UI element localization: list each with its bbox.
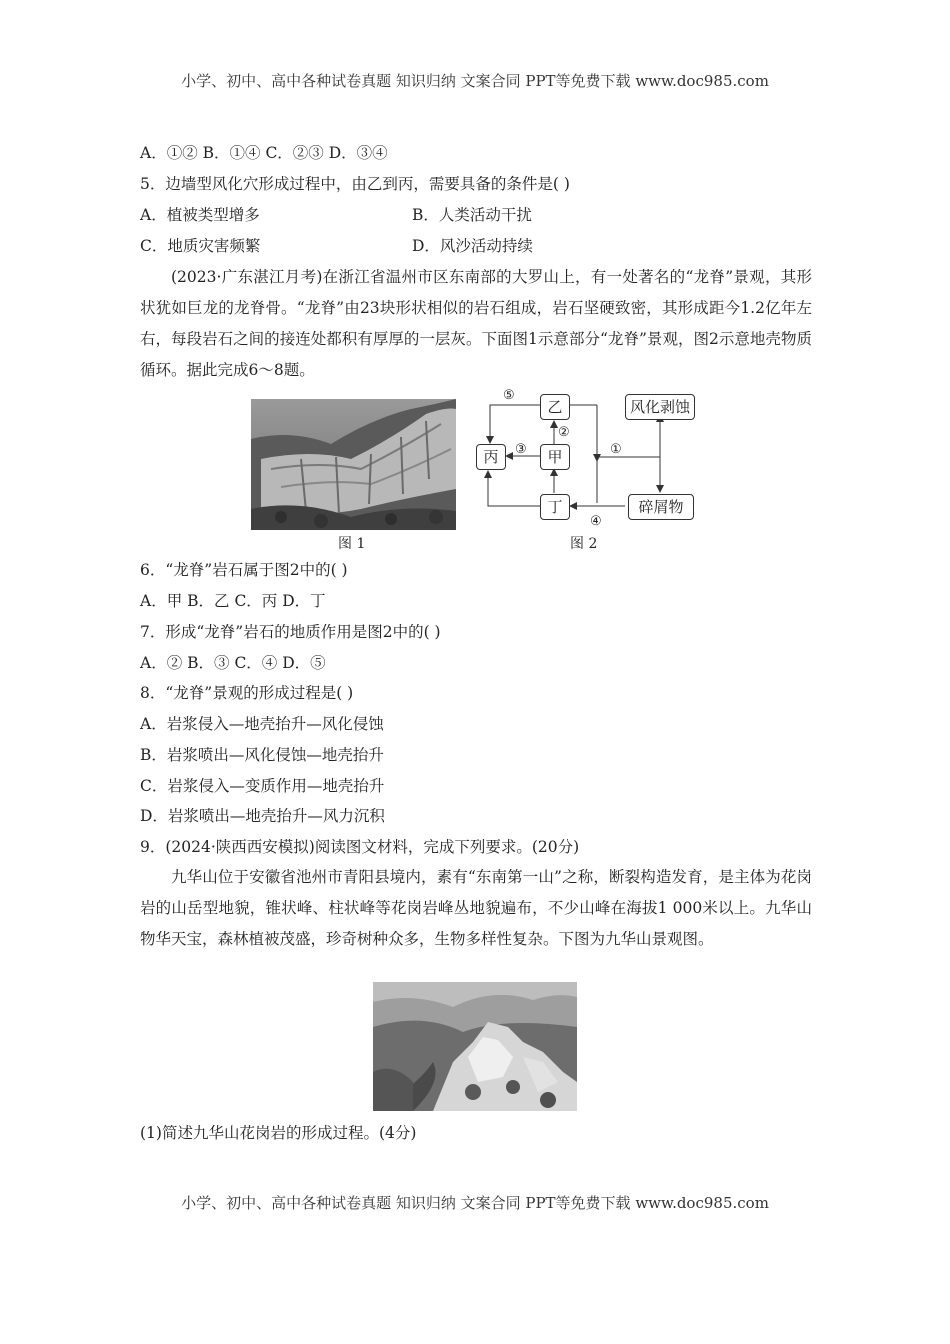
q5-option-c: C．地质灾害频繁 [140, 237, 261, 255]
q9-sub1: (1)简述九华山花岗岩的形成过程。(4分) [140, 1124, 417, 1142]
page-header: 小学、初中、高中各种试卷真题 知识归纳 文案合同 PPT等免费下载 www.doc985.com [181, 72, 769, 90]
q5-option-b: B．人类活动干扰 [412, 206, 532, 224]
figure1-longji-photo [251, 399, 456, 530]
label-3: ③ [515, 442, 527, 457]
q7-stem: 7．形成“龙脊”岩石的地质作用是图2中的( ) [140, 623, 441, 641]
q9-stem: 9．(2024·陕西西安模拟)阅读图文材料，完成下列要求。(20分) [140, 838, 580, 856]
q5-option-a: A．植被类型增多 [140, 206, 260, 224]
figure1-caption: 图 1 [338, 536, 366, 552]
jiuhua-mountain-photo [373, 982, 577, 1111]
node-yi: 乙 [540, 394, 570, 420]
label-4: ④ [590, 514, 602, 529]
label-2: ② [558, 425, 570, 440]
q8-option-d: D．岩浆喷出—地壳抬升—风力沉积 [140, 807, 385, 825]
q6-options: A．甲 B．乙 C．丙 D．丁 [140, 592, 326, 610]
q4-options: A．①② B．①④ C．②③ D．③④ [140, 144, 388, 162]
q8-stem: 8．“龙脊”景观的形成过程是( ) [140, 684, 354, 702]
node-jia: 甲 [540, 444, 570, 470]
figure2-caption: 图 2 [570, 536, 598, 552]
q6-stem: 6．“龙脊”岩石属于图2中的( ) [140, 561, 348, 579]
label-1: ① [610, 442, 622, 457]
node-debris: 碎屑物 [628, 494, 694, 520]
q5-stem: 5．边墙型风化穴形成过程中，由乙到丙，需要具备的条件是( ) [140, 175, 570, 193]
node-weathering: 风化剥蚀 [625, 394, 695, 420]
node-bing: 丙 [476, 444, 506, 470]
q7-options: A．② B．③ C．④ D．⑤ [140, 654, 326, 672]
q8-option-a: A．岩浆侵入—地壳抬升—风化侵蚀 [140, 715, 384, 733]
q5-option-d: D．风沙活动持续 [412, 237, 533, 255]
passage-jiuhua: 九华山位于安徽省池州市青阳县境内，素有“东南第一山”之称，断裂构造发育，是主体为花岗岩的山岳型地貌，锥状峰、柱状峰等花岗岩峰丛地貌遍布，不少山峰在海拔1 000米以上。九华山物华天宝，森林植被茂盛，珍奇树种众多，生物多样性复杂。下图为九华山景观图。 [140, 868, 812, 948]
node-ding: 丁 [540, 494, 570, 520]
q8-option-c: C．岩浆侵入—变质作用—地壳抬升 [140, 777, 385, 795]
q8-option-b: B．岩浆喷出—风化侵蚀—地壳抬升 [140, 746, 384, 764]
label-5: ⑤ [503, 388, 515, 403]
passage-longji: (2023·广东湛江月考)在浙江省温州市区东南部的大罗山上，有一处著名的“龙脊”景观，其形状犹如巨龙的龙脊骨。“龙脊”由23块形状相似的岩石组成，岩石坚硬致密，其形成距今1.2亿年左右，每段岩石之间的接连处都积有厚厚的一层灰。下面图1示意部分“龙脊”景观，图2示意地壳物质循环。据此完成6～8题。 [140, 268, 812, 379]
page-footer: 小学、初中、高中各种试卷真题 知识归纳 文案合同 PPT等免费下载 www.doc985.com [181, 1194, 769, 1212]
